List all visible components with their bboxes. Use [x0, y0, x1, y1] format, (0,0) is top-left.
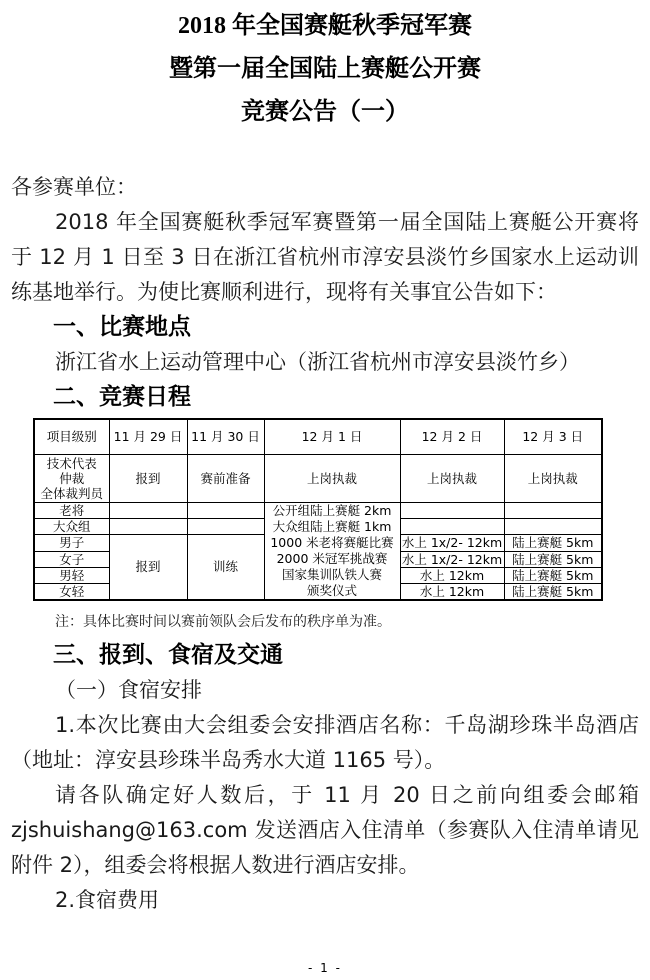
dec1-event-line: 大众组陆上赛艇 1km: [272, 518, 392, 534]
schedule-header-dec1: 12 月 1 日: [264, 419, 400, 454]
document-body: [11, 170, 639, 918]
dec1-event-line: 2000 米冠军挑战赛: [276, 550, 388, 566]
section2-heading: 二、竞赛日程: [53, 384, 191, 410]
masses-nov30-cell-empty: [187, 518, 264, 534]
section3-heading: 三、报到、食宿及交通: [53, 641, 283, 668]
dec1-events-cell: [264, 502, 400, 600]
hotel-paragraph: 1.本次比赛由大会组委会安排酒店名称：千岛湖珍珠半岛酒店（地址：淳安县珍珠半岛秀水大道 1165 号）。: [11, 712, 639, 772]
officials-label-line: 技术代表: [46, 455, 97, 471]
schedule-table: [33, 418, 603, 601]
officials-nov30-cell: 赛前准备: [187, 454, 264, 502]
veterans-dec3-cell-empty: [504, 502, 602, 518]
title-line-2: 暨第一届全国陆上赛艇公开赛: [169, 56, 481, 82]
masses-dec2-cell-empty: [400, 518, 504, 534]
women-dec3-cell: 陆上赛艇 5km: [504, 551, 602, 567]
section1-body: 浙江省水上运动管理中心（浙江省杭州市淳安县淡竹乡）: [55, 350, 580, 374]
men-dec2-cell: 水上 1x/2- 12km: [401, 535, 503, 550]
document-title: [0, 0, 650, 134]
dec1-event-line: 公开组陆上赛艇 2km: [272, 502, 392, 518]
women-light-dec3-cell: 陆上赛艇 5km: [504, 583, 602, 600]
schedule-header-dec3: 12 月 3 日: [504, 419, 602, 454]
men-light-dec3-cell: 陆上赛艇 5km: [504, 567, 602, 583]
athletes-nov29-cell: 报到: [109, 534, 187, 600]
women-dec2-cell: 水上 1x/2- 12km: [401, 551, 503, 567]
officials-nov29-cell: 报到: [109, 454, 187, 502]
masses-nov29-cell-empty: [109, 518, 187, 534]
masses-dec3-cell-empty: [504, 518, 602, 534]
group-label-veterans: 老将: [34, 502, 109, 518]
officials-label-line: 仲裁: [59, 470, 85, 486]
dec1-event-line: 颁奖仪式: [306, 582, 357, 598]
athletes-nov30-cell: 训练: [187, 534, 264, 600]
women-light-dec2-cell: 水上 12km: [400, 583, 504, 600]
officials-dec1-cell: 上岗执裁: [264, 454, 400, 502]
item2-heading: 2.食宿费用: [55, 887, 160, 912]
checkin-paragraph: 请各队确定好人数后，于 11 月 20 日之前向组委会邮箱 zjshuishang@163.com 发送酒店入住清单（参赛队入住清单请见附件 2），组委会将根据人数进行酒店安排。: [11, 782, 639, 877]
veterans-nov30-cell-empty: [187, 502, 264, 518]
dec1-event-line: 国家集训队铁人赛: [281, 566, 382, 582]
intro-paragraph: 2018 年全国赛艇秋季冠军赛暨第一届全国陆上赛艇公开赛将于 12 月 1 日至 3 日在浙江省杭州市淳安县淡竹乡国家水上运动训练基地举行。为使比赛顺利进行，现将有关事宜公告如下：: [11, 210, 639, 304]
officials-row: [34, 454, 602, 502]
officials-dec2-cell: 上岗执裁: [400, 454, 504, 502]
schedule-header-row: [34, 419, 602, 454]
title-line-3: 竞赛公告（一）: [241, 99, 409, 125]
title-line-1: 2018 年全国赛艇秋季冠军赛: [178, 13, 472, 39]
sub1-heading: （一）食宿安排: [55, 677, 202, 702]
group-label-men-light: 男轻: [34, 567, 109, 583]
schedule-note: 注：具体比赛时间以赛前领队会后发布的秩序单为准。: [55, 613, 391, 630]
veterans-row: [34, 502, 602, 518]
veterans-nov29-cell-empty: [109, 502, 187, 518]
men-dec3-cell: 陆上赛艇 5km: [504, 534, 602, 551]
dec1-event-line: 1000 米老将赛艇比赛: [270, 534, 394, 550]
page-number: - 1 -: [308, 961, 342, 975]
officials-label-cell: [34, 454, 109, 502]
men-light-dec2-cell: 水上 12km: [400, 567, 504, 583]
group-label-women: 女子: [34, 551, 109, 567]
salutation: 各参赛单位：: [11, 175, 137, 199]
group-label-women-light: 女轻: [34, 583, 109, 600]
section1-heading: 一、比赛地点: [53, 314, 191, 340]
group-label-men: 男子: [34, 534, 109, 551]
schedule-header-project: 项目级别: [34, 419, 109, 454]
schedule-header-dec2: 12 月 2 日: [400, 419, 504, 454]
group-label-masses: 大众组: [34, 518, 109, 534]
officials-dec3-cell: 上岗执裁: [504, 454, 602, 502]
officials-label-line: 全体裁判员: [40, 485, 103, 501]
veterans-dec2-cell-empty: [400, 502, 504, 518]
schedule-header-nov29: 11 月 29 日: [109, 419, 187, 454]
schedule-header-nov30: 11 月 30 日: [187, 419, 264, 454]
